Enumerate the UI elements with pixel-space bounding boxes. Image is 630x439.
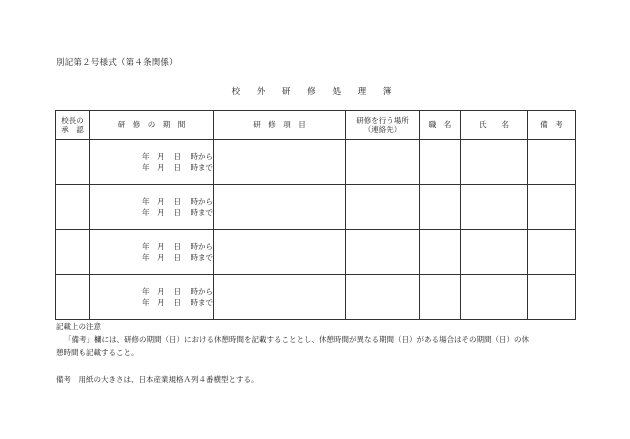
item-cell[interactable] bbox=[214, 275, 346, 320]
place-cell[interactable] bbox=[346, 185, 420, 230]
period-from-line bbox=[142, 286, 213, 297]
header-position: 職 名 bbox=[420, 111, 461, 140]
remarks-cell[interactable] bbox=[528, 140, 576, 185]
period-cell[interactable] bbox=[90, 230, 214, 275]
month-label: 月 bbox=[157, 208, 165, 217]
hour-from-label: 時から bbox=[190, 196, 214, 206]
month-label: 月 bbox=[157, 196, 165, 206]
paper-size-remark: 備考 用紙の大きさは、日本産業規格Ａ列４番横型とする。 bbox=[56, 375, 259, 384]
hour-to-label: 時まで bbox=[190, 208, 214, 217]
period-cell[interactable] bbox=[90, 275, 214, 320]
place-cell[interactable] bbox=[346, 230, 420, 275]
hour-from-label: 時から bbox=[190, 286, 214, 296]
notes-line-2: 憩時間も記載すること。 bbox=[56, 347, 139, 357]
table-row bbox=[56, 275, 576, 320]
header-period: 研 修 の 期 間 bbox=[90, 111, 214, 140]
header-place-line1: 研修を行う場所 bbox=[356, 115, 409, 125]
header-place bbox=[346, 111, 420, 140]
period-to-line bbox=[142, 297, 213, 308]
year-label: 年 bbox=[142, 163, 150, 172]
period-to-line bbox=[142, 207, 213, 218]
position-cell[interactable] bbox=[420, 140, 461, 185]
approval-cell[interactable] bbox=[56, 230, 90, 275]
training-register-table bbox=[55, 110, 576, 320]
month-label: 月 bbox=[157, 241, 165, 251]
notes-section bbox=[56, 321, 576, 359]
day-label: 日 bbox=[173, 286, 181, 296]
hour-to-label: 時まで bbox=[190, 298, 214, 307]
year-label: 年 bbox=[142, 241, 150, 251]
year-label: 年 bbox=[142, 208, 150, 217]
item-cell[interactable] bbox=[214, 230, 346, 275]
month-label: 月 bbox=[157, 298, 165, 307]
approval-cell[interactable] bbox=[56, 275, 90, 320]
position-cell[interactable] bbox=[420, 230, 461, 275]
notes-line-1: 「備考」欄には、研修の期間（日）における休憩時間を記載することとし、休憩時間が異なる期間（日）がある場合はその期間（日）の休 bbox=[64, 334, 529, 344]
header-name: 氏 名 bbox=[461, 111, 528, 140]
approval-cell[interactable] bbox=[56, 185, 90, 230]
name-cell[interactable] bbox=[461, 140, 528, 185]
day-label: 日 bbox=[173, 151, 181, 161]
item-cell[interactable] bbox=[214, 185, 346, 230]
header-approval-line2: 承 認 bbox=[61, 125, 84, 134]
remarks-cell[interactable] bbox=[528, 275, 576, 320]
header-approval bbox=[56, 111, 90, 140]
period-from-line bbox=[142, 151, 213, 162]
place-cell[interactable] bbox=[346, 140, 420, 185]
period-to-line bbox=[142, 162, 213, 173]
month-label: 月 bbox=[157, 253, 165, 262]
notes-heading: 記載上の注意 bbox=[56, 322, 101, 331]
table-row bbox=[56, 185, 576, 230]
year-label: 年 bbox=[142, 196, 150, 206]
day-label: 日 bbox=[173, 253, 181, 262]
period-from-line bbox=[142, 196, 213, 207]
day-label: 日 bbox=[173, 163, 181, 172]
year-label: 年 bbox=[142, 151, 150, 161]
year-label: 年 bbox=[142, 253, 150, 262]
header-place-line2: （連絡先） bbox=[363, 125, 402, 134]
page-title: 校 外 研 修 処 理 簿 bbox=[231, 87, 399, 97]
day-label: 日 bbox=[173, 298, 181, 307]
name-cell[interactable] bbox=[461, 275, 528, 320]
month-label: 月 bbox=[157, 286, 165, 296]
place-cell[interactable] bbox=[346, 275, 420, 320]
year-label: 年 bbox=[142, 298, 150, 307]
position-cell[interactable] bbox=[420, 275, 461, 320]
header-row bbox=[56, 111, 576, 140]
day-label: 日 bbox=[173, 241, 181, 251]
table-row bbox=[56, 140, 576, 185]
period-to-line bbox=[142, 252, 213, 263]
remarks-cell[interactable] bbox=[528, 230, 576, 275]
hour-from-label: 時から bbox=[190, 151, 214, 161]
header-remarks: 備 考 bbox=[528, 111, 576, 140]
table-row bbox=[56, 230, 576, 275]
month-label: 月 bbox=[157, 163, 165, 172]
year-label: 年 bbox=[142, 286, 150, 296]
position-cell[interactable] bbox=[420, 185, 461, 230]
name-cell[interactable] bbox=[461, 185, 528, 230]
day-label: 日 bbox=[173, 208, 181, 217]
name-cell[interactable] bbox=[461, 230, 528, 275]
period-from-line bbox=[142, 241, 213, 252]
month-label: 月 bbox=[157, 151, 165, 161]
item-cell[interactable] bbox=[214, 140, 346, 185]
day-label: 日 bbox=[173, 196, 181, 206]
approval-cell[interactable] bbox=[56, 140, 90, 185]
hour-from-label: 時から bbox=[190, 241, 214, 251]
period-cell[interactable] bbox=[90, 185, 214, 230]
period-cell[interactable] bbox=[90, 140, 214, 185]
header-approval-line1: 校長の bbox=[61, 115, 84, 125]
header-item: 研 修 項 目 bbox=[214, 111, 346, 140]
hour-to-label: 時まで bbox=[190, 163, 214, 172]
hour-to-label: 時まで bbox=[190, 253, 214, 262]
form-number: 別記第２号様式（第４条関係） bbox=[56, 58, 178, 68]
remarks-cell[interactable] bbox=[528, 185, 576, 230]
